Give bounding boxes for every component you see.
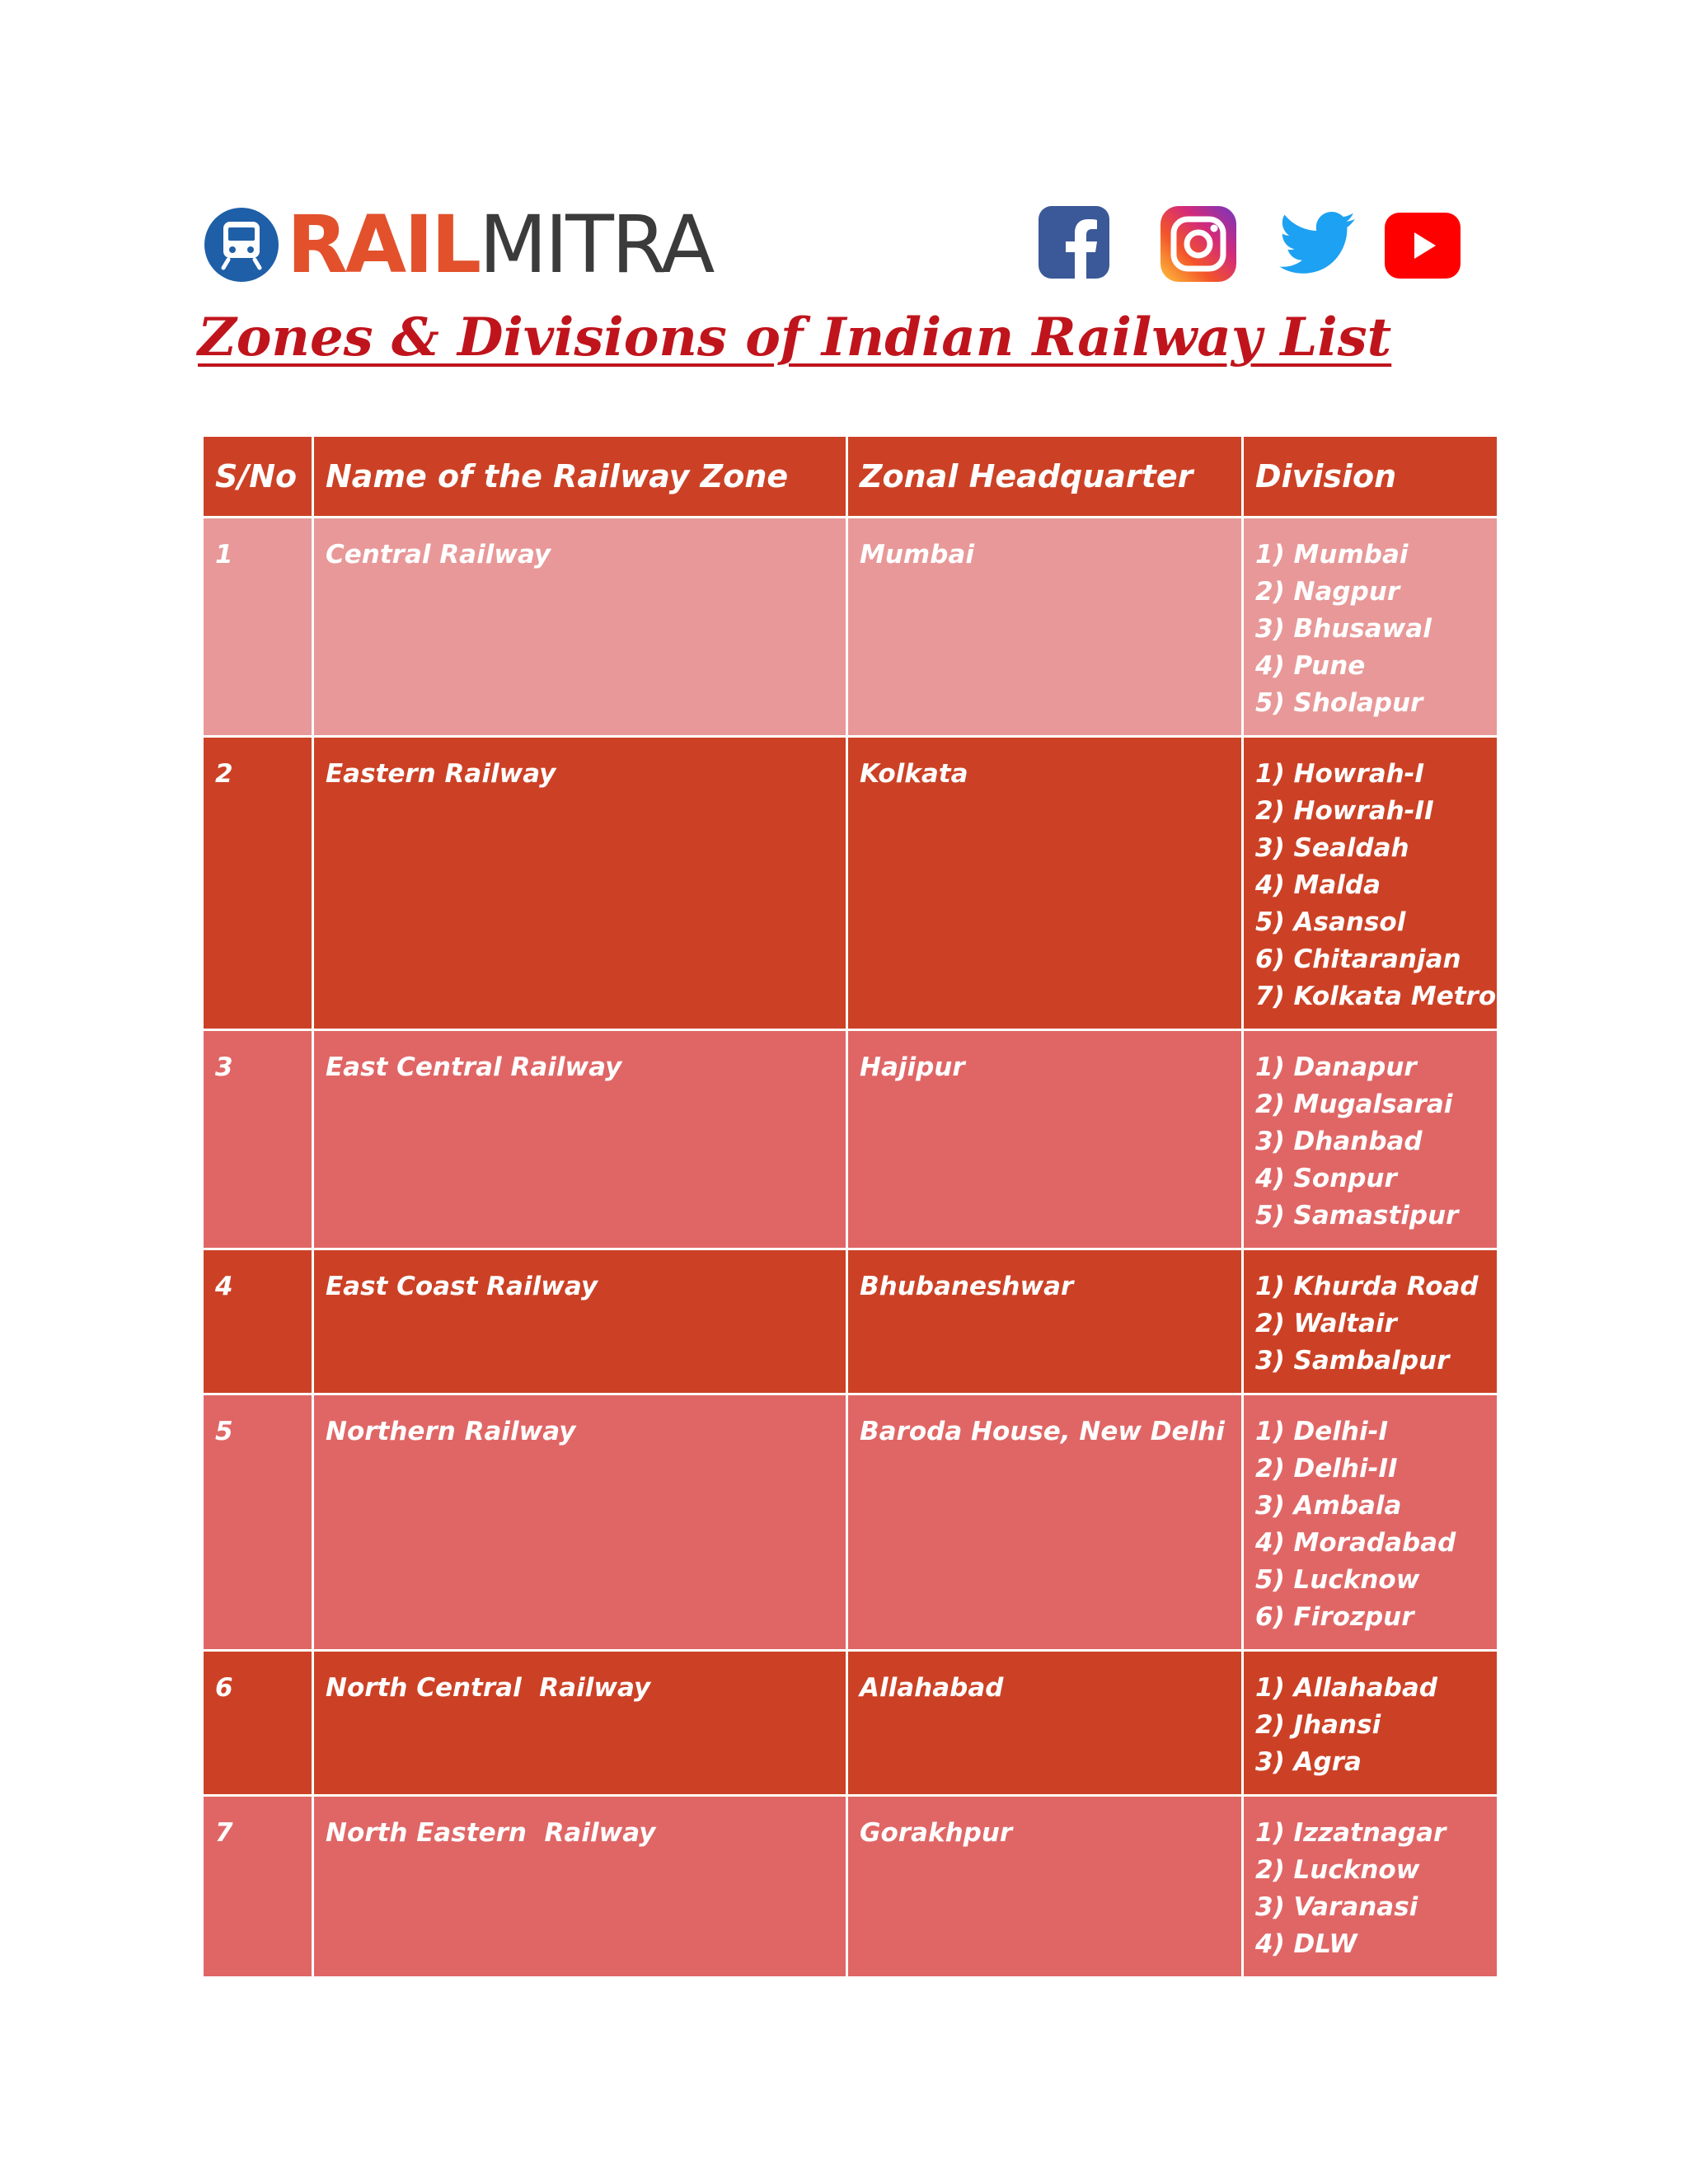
cell-divisions — [1243, 1394, 1498, 1651]
cell-divisions — [1243, 1796, 1498, 1978]
division-item: 4) DLW — [1255, 1929, 1357, 1959]
cell-zone: East Central Railway — [313, 1030, 847, 1249]
table-row — [203, 518, 1498, 737]
division-item: 1) Danapur — [1255, 1052, 1417, 1082]
division-item: 1) Howrah-I — [1255, 759, 1425, 789]
cell-zone: Eastern Railway — [313, 737, 847, 1030]
division-item: 2) Lucknow — [1255, 1855, 1420, 1885]
table-row — [203, 1651, 1498, 1796]
table-row — [203, 1796, 1498, 1978]
division-item: 2) Nagpur — [1255, 577, 1400, 607]
division-item: 1) Izzatnagar — [1255, 1818, 1447, 1848]
cell-sno: 6 — [203, 1651, 313, 1796]
division-list — [1255, 537, 1485, 722]
division-list — [1255, 756, 1497, 1015]
table-row — [203, 1030, 1498, 1249]
railmitra-logo — [204, 199, 713, 291]
division-item: 1) Khurda Road — [1255, 1272, 1479, 1301]
division-item: 4) Pune — [1255, 651, 1366, 681]
division-item: 4) Malda — [1255, 870, 1381, 900]
cell-zone: North Central Railway — [313, 1651, 847, 1796]
division-item: 5) Samastipur — [1255, 1201, 1459, 1230]
division-item: 2) Delhi-II — [1255, 1454, 1398, 1483]
division-item: 3) Agra — [1255, 1747, 1362, 1777]
table-row — [203, 1394, 1498, 1651]
division-item: 3) Sambalpur — [1255, 1346, 1450, 1376]
table-row — [203, 737, 1498, 1030]
division-item: 3) Bhusawal — [1255, 614, 1432, 644]
division-list — [1255, 1670, 1485, 1781]
division-item: 7) Kolkata Metro — [1255, 982, 1497, 1011]
cell-sno: 1 — [203, 518, 313, 737]
column-header-sno: S/No — [203, 436, 313, 518]
division-item: 1) Mumbai — [1255, 540, 1409, 569]
division-list — [1255, 1049, 1485, 1235]
instagram-icon[interactable] — [1160, 206, 1236, 282]
cell-headquarter: Bhubaneshwar — [847, 1249, 1243, 1394]
division-item: 5) Lucknow — [1255, 1565, 1420, 1595]
division-item: 2) Waltair — [1255, 1309, 1397, 1338]
division-item: 2) Howrah-II — [1255, 796, 1434, 826]
cell-sno: 4 — [203, 1249, 313, 1394]
twitter-icon[interactable] — [1279, 210, 1355, 276]
table-header-row — [203, 436, 1498, 518]
cell-divisions — [1243, 1249, 1498, 1394]
division-item: 5) Sholapur — [1255, 688, 1423, 718]
cell-zone: East Coast Railway — [313, 1249, 847, 1394]
division-list — [1255, 1815, 1485, 1963]
cell-divisions — [1243, 737, 1498, 1030]
cell-sno: 3 — [203, 1030, 313, 1249]
division-item: 3) Ambala — [1255, 1491, 1402, 1521]
column-header-division: Division — [1243, 436, 1498, 518]
column-header-headquarter: Zonal Headquarter — [847, 436, 1243, 518]
division-item: 4) Sonpur — [1255, 1164, 1397, 1193]
column-header-zone: Name of the Railway Zone — [313, 436, 847, 518]
division-item: 2) Mugalsarai — [1255, 1090, 1453, 1119]
division-item: 2) Jhansi — [1255, 1710, 1381, 1740]
division-item: 5) Asansol — [1255, 907, 1406, 937]
division-item: 1) Delhi-I — [1255, 1417, 1389, 1446]
cell-divisions — [1243, 1030, 1498, 1249]
page-title: Zones & Divisions of Indian Railway List — [198, 307, 1392, 368]
cell-divisions — [1243, 1651, 1498, 1796]
cell-headquarter: Allahabad — [847, 1651, 1243, 1796]
cell-sno: 5 — [203, 1394, 313, 1651]
division-list — [1255, 1268, 1485, 1380]
division-list — [1255, 1413, 1485, 1636]
cell-zone: Central Railway — [313, 518, 847, 737]
cell-headquarter: Kolkata — [847, 737, 1243, 1030]
cell-headquarter: Mumbai — [847, 518, 1243, 737]
cell-zone: Northern Railway — [313, 1394, 847, 1651]
table-row — [203, 1249, 1498, 1394]
logo-wordmark: RAILMITRA — [287, 199, 713, 291]
train-icon — [204, 208, 279, 282]
cell-headquarter: Hajipur — [847, 1030, 1243, 1249]
facebook-icon[interactable] — [1039, 206, 1109, 279]
cell-zone: North Eastern Railway — [313, 1796, 847, 1978]
division-item: 6) Chitaranjan — [1255, 944, 1461, 974]
division-item: 3) Varanasi — [1255, 1892, 1418, 1922]
zones-table — [201, 434, 1499, 1979]
division-item: 3) Dhanbad — [1255, 1127, 1423, 1156]
youtube-icon[interactable] — [1385, 213, 1461, 279]
cell-headquarter: Gorakhpur — [847, 1796, 1243, 1978]
cell-divisions — [1243, 518, 1498, 737]
cell-sno: 2 — [203, 737, 313, 1030]
division-item: 1) Allahabad — [1255, 1673, 1437, 1703]
division-item: 3) Sealdah — [1255, 833, 1409, 863]
cell-sno: 7 — [203, 1796, 313, 1978]
cell-headquarter: Baroda House, New Delhi — [847, 1394, 1243, 1651]
division-item: 6) Firozpur — [1255, 1602, 1414, 1632]
division-item: 4) Moradabad — [1255, 1528, 1456, 1558]
